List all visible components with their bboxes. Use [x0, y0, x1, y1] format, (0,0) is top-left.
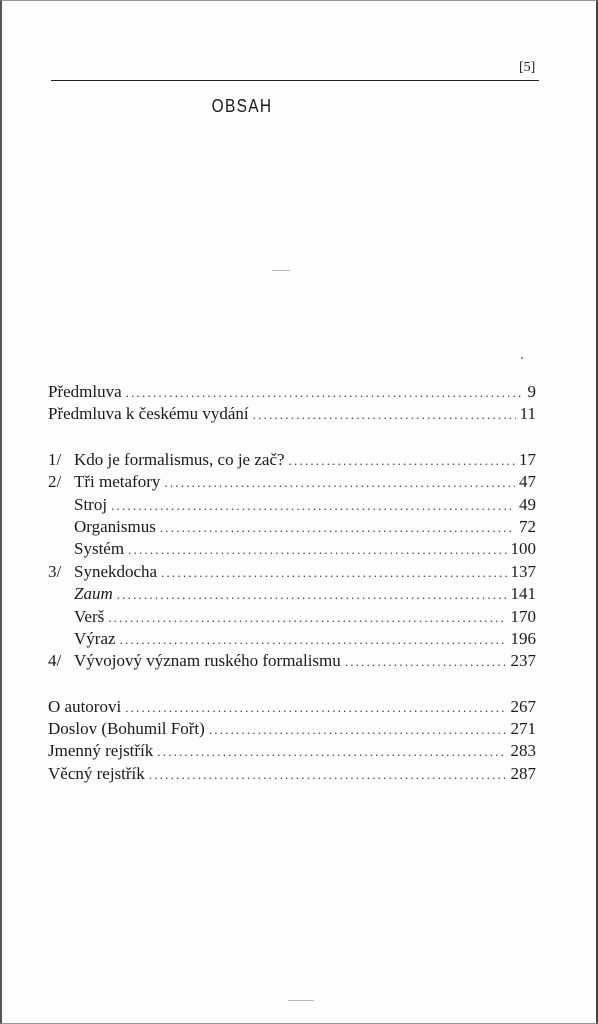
- toc-entry-title: Kdo je formalismus, co je zač?: [74, 449, 285, 469]
- toc-entry: [48, 538, 536, 560]
- toc-page-number: 100: [510, 539, 536, 559]
- toc-entry-title: Předmluva k českému vydání: [48, 404, 249, 424]
- toc-leader-dots: [128, 539, 506, 561]
- toc-leader-dots: [126, 382, 524, 404]
- toc-entry-title: Tři metafory: [74, 472, 161, 492]
- toc-entry: [48, 606, 536, 628]
- toc-page-number: 287: [510, 763, 536, 783]
- scan-speck: [272, 270, 290, 271]
- toc-entry: [48, 583, 536, 605]
- toc-entry-title: Verš: [74, 606, 105, 626]
- toc-page-number: 72: [519, 516, 536, 536]
- toc-page-number: 283: [510, 741, 536, 761]
- toc-page-number: 141: [510, 584, 536, 604]
- toc-entry-title: Jmenný rejstřík: [48, 741, 154, 761]
- toc-leader-dots: [117, 584, 507, 606]
- toc-entry-title: O autorovi: [48, 696, 122, 716]
- toc-entry: [48, 471, 536, 493]
- toc-leader-dots: [111, 495, 515, 517]
- toc-entry-title: Věcný rejstřík: [48, 763, 145, 783]
- toc-entry: [48, 449, 536, 471]
- toc-entry: [48, 381, 536, 403]
- toc-chapter-number: 4/: [48, 651, 62, 671]
- toc-leader-dots: [157, 741, 506, 763]
- toc-entry: [48, 516, 536, 538]
- toc-page-number: 271: [510, 719, 536, 739]
- toc-page-number: 237: [510, 651, 536, 671]
- toc-entry: [48, 494, 536, 516]
- scan-speck: [288, 1000, 314, 1001]
- toc-entry-title: Výraz: [74, 628, 116, 648]
- toc-page-number: 9: [527, 382, 536, 401]
- toc-entry: [48, 763, 536, 785]
- table-of-contents: [48, 381, 536, 785]
- toc-page-number: 17: [519, 449, 536, 469]
- toc-leader-dots: [160, 517, 515, 539]
- toc-entry-title: Stroj: [74, 494, 108, 514]
- toc-entry-title: Synekdocha: [74, 561, 158, 581]
- toc-leader-dots: [120, 629, 507, 651]
- scan-speck: [521, 357, 523, 359]
- toc-page-number: 137: [510, 561, 536, 581]
- toc-entry-title: Systém: [74, 539, 125, 559]
- toc-leader-dots: [164, 472, 515, 494]
- toc-page-number: 49: [519, 494, 536, 514]
- toc-leader-dots: [345, 651, 507, 673]
- toc-entry-title: Předmluva: [48, 382, 122, 401]
- toc-page-number: 170: [510, 606, 536, 626]
- toc-page-number: 267: [510, 696, 536, 716]
- toc-entry: [48, 403, 536, 425]
- header-rule: [51, 80, 539, 81]
- toc-leader-dots: [125, 697, 506, 719]
- toc-entry: [48, 650, 536, 672]
- toc-leader-dots: [108, 607, 506, 629]
- toc-leader-dots: [209, 719, 507, 741]
- toc-page-number: 196: [510, 628, 536, 648]
- toc-entry-title: Doslov (Bohumil Fořt): [48, 719, 205, 739]
- toc-chapter-number: 2/: [48, 472, 62, 492]
- toc-entry: [48, 696, 536, 718]
- toc-page-number: 47: [519, 472, 536, 492]
- toc-leader-dots: [253, 404, 516, 426]
- toc-leader-dots: [289, 450, 515, 472]
- toc-leader-dots: [149, 764, 507, 786]
- page-number: [5]: [519, 60, 536, 75]
- toc-entry: [48, 718, 536, 740]
- toc-entry: [48, 628, 536, 650]
- toc-entry-title: Organismus: [74, 516, 156, 536]
- toc-chapter-number: 3/: [48, 561, 62, 581]
- toc-entry-title: Zaum: [74, 584, 113, 604]
- toc-entry: [48, 740, 536, 762]
- toc-chapter-number: 1/: [48, 449, 62, 469]
- toc-entry-title: Vývojový význam ruského formalismu: [74, 651, 341, 671]
- toc-leader-dots: [161, 562, 506, 584]
- page-title: OBSAH: [211, 96, 273, 116]
- toc-page-number: 11: [519, 404, 536, 424]
- toc-entry: [48, 561, 536, 583]
